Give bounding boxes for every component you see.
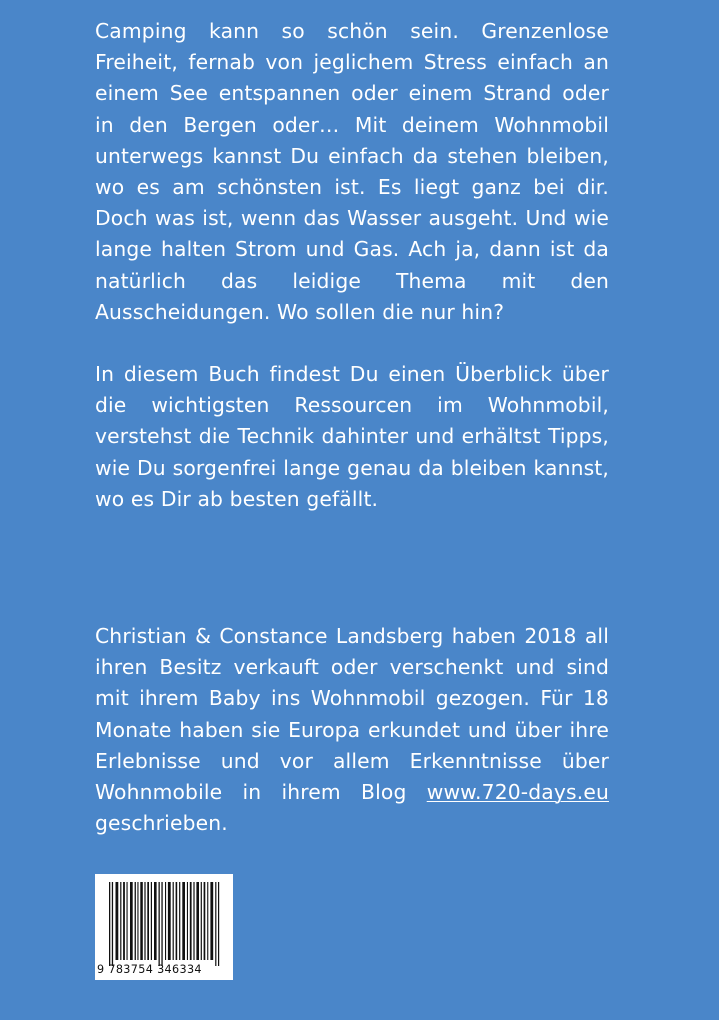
barcode-bar <box>182 882 185 960</box>
barcode-number: 9 783754 346334 <box>97 963 202 976</box>
barcode-bar <box>135 882 136 960</box>
barcode-bar <box>201 882 202 960</box>
barcode-bar <box>187 882 188 960</box>
book-description-paragraph: In diesem Buch findest Du einen Überblick über die wichtigsten Ressourcen im Wohnmobil, verstehst die Technik dahinter und erhältst Tipps, wie Du sorgenfrei lange genau da bleiben kannst, wo es Dir ab besten gefällt. <box>95 362 609 511</box>
barcode-bar <box>144 882 145 960</box>
barcode-bar <box>137 882 138 960</box>
barcode-bar <box>127 882 128 960</box>
blog-link[interactable]: www.720-days.eu <box>426 780 609 805</box>
barcode-bar <box>140 882 143 960</box>
barcode-bar <box>161 882 162 966</box>
barcode-bar <box>179 882 180 960</box>
barcode-bar <box>165 882 166 960</box>
barcode-bar <box>196 882 199 960</box>
barcode-bar <box>123 882 125 960</box>
barcode-bar <box>116 882 119 960</box>
book-description-block <box>95 359 609 515</box>
barcode-bar <box>215 882 216 966</box>
barcode-bar <box>190 882 192 960</box>
barcode-bar <box>204 882 206 960</box>
author-paragraph <box>95 621 609 839</box>
barcode-bar <box>130 882 133 960</box>
barcode-bar <box>168 882 171 960</box>
barcode-bar <box>210 882 213 960</box>
barcode-bar <box>193 882 194 960</box>
barcode-bar <box>112 882 113 966</box>
author-paragraph-main-text: Christian & Constance Landsberg haben 2018 all ihren Besitz verkauft oder verschenkt und sind mit ihrem Baby ins Wohnmobil gezogen. Für 18 Monate haben sie Europa erkundet und über ihre Erlebnisse und vor allem Erkenntnisse über Wohnmobile in ihrem Blog <box>95 624 609 805</box>
barcode-bar <box>120 882 121 960</box>
author-text-block <box>95 621 609 839</box>
barcode-bar <box>176 882 178 960</box>
barcode-bar <box>159 882 160 966</box>
barcode-bar <box>151 882 152 960</box>
isbn-barcode <box>95 874 233 980</box>
intro-text-block <box>95 16 609 328</box>
barcode-bars <box>109 882 219 966</box>
intro-paragraph: Camping kann so schön sein. Grenzenlose Freiheit, fernab von jeglichem Stress einfach an einem See entspannen oder einem Strand oder in den Bergen oder… Mit deinem Wohnmobil unterwegs kannst Du einfach da stehen bleiben, wo es am schönsten ist. Es liegt ganz bei dir. Doch was ist, wenn das Wasser ausgeht. Und wie lange halten Strom und Gas. Ach ja, dann ist da natürlich das leidige Thema mit den Ausscheidungen. Wo sollen die nur hin? <box>95 19 609 324</box>
barcode-bar <box>173 882 174 960</box>
barcode-bar <box>109 882 110 966</box>
barcode-bar <box>218 882 219 966</box>
author-paragraph-closing-text: geschrieben. <box>95 811 228 836</box>
barcode-bar <box>154 882 157 960</box>
barcode-bar <box>207 882 208 960</box>
barcode-bar <box>147 882 149 960</box>
